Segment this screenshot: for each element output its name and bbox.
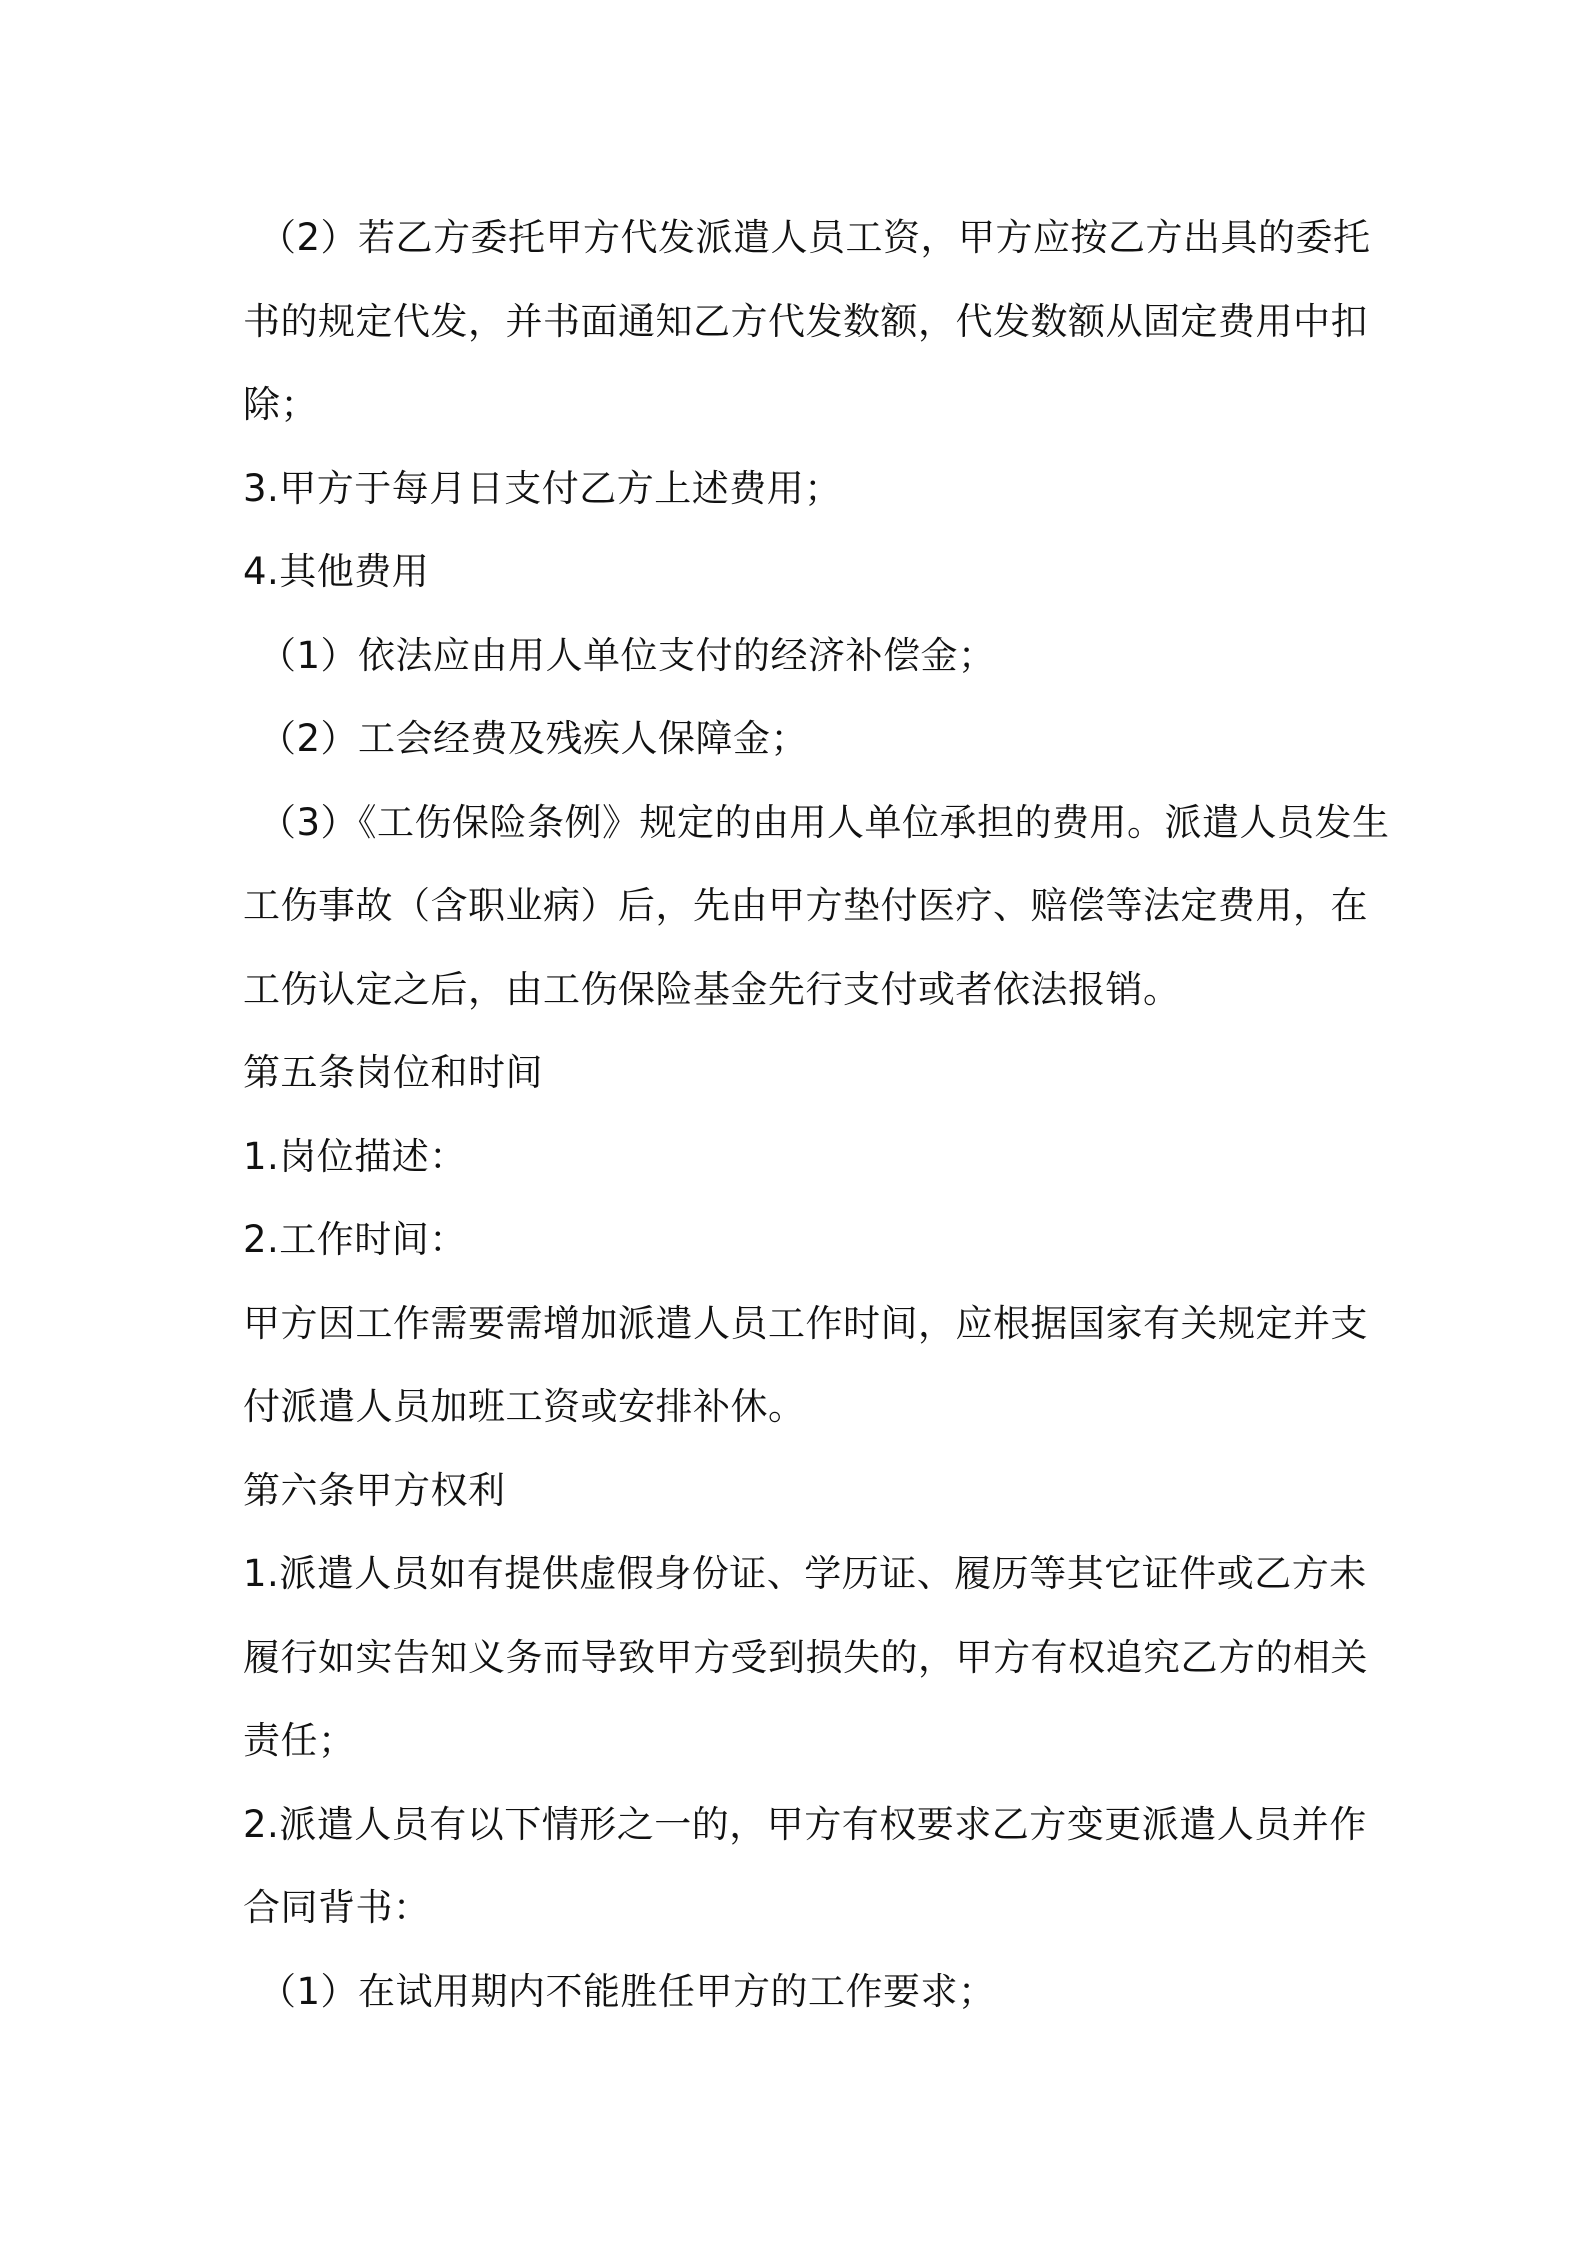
document-line: 工伤认定之后，由工伤保险基金先行支付或者依法报销。 [243,967,1181,1011]
document-line: 1.岗位描述： [243,1134,467,1178]
document-line: 3.甲方于每月日支付乙方上述费用； [243,466,842,510]
document-line: 甲方因工作需要需增加派遣人员工作时间，应根据国家有关规定并支 [243,1301,1368,1345]
document-line: 4.其他费用 [243,550,430,593]
document-line: （1）在试用期内不能胜任甲方的工作要求； [259,1969,996,2013]
document-line: 除； [243,383,318,426]
document-line: （1）依法应由用人单位支付的经济补偿金； [259,633,996,677]
document-line: 2.派遣人员有以下情形之一的，甲方有权要求乙方变更派遣人员并作 [243,1802,1367,1846]
document-line: （2）工会经费及残疾人保障金； [259,717,809,760]
document-line: 1.派遣人员如有提供虚假身份证、学历证、履历等其它证件或乙方未 [243,1552,1367,1595]
document-line: （2）若乙方委托甲方代发派遣人员工资，甲方应按乙方出具的委托 [259,216,1371,259]
document-line: 责任； [243,1719,356,1762]
document-line: 工伤事故（含职业病）后，先由甲方垫付医疗、赔偿等法定费用，在 [243,884,1368,927]
document-line: 合同背书： [243,1886,431,1929]
document-line: 第五条岗位和时间 [243,1051,543,1094]
document-body [243,196,1390,2033]
document-line: 2.工作时间： [243,1218,467,1261]
document-line: 第六条甲方权利 [243,1468,506,1512]
document-line: 书的规定代发，并书面通知乙方代发数额，代发数额从固定费用中扣 [243,299,1368,343]
document-line: 履行如实告知义务而导致甲方受到损失的，甲方有权追究乙方的相关 [243,1635,1368,1679]
document-line: 付派遣人员加班工资或安排补休。 [243,1385,806,1428]
document-line: （3）《工伤保险条例》规定的由用人单位承担的费用。派遣人员发生 [259,800,1390,844]
